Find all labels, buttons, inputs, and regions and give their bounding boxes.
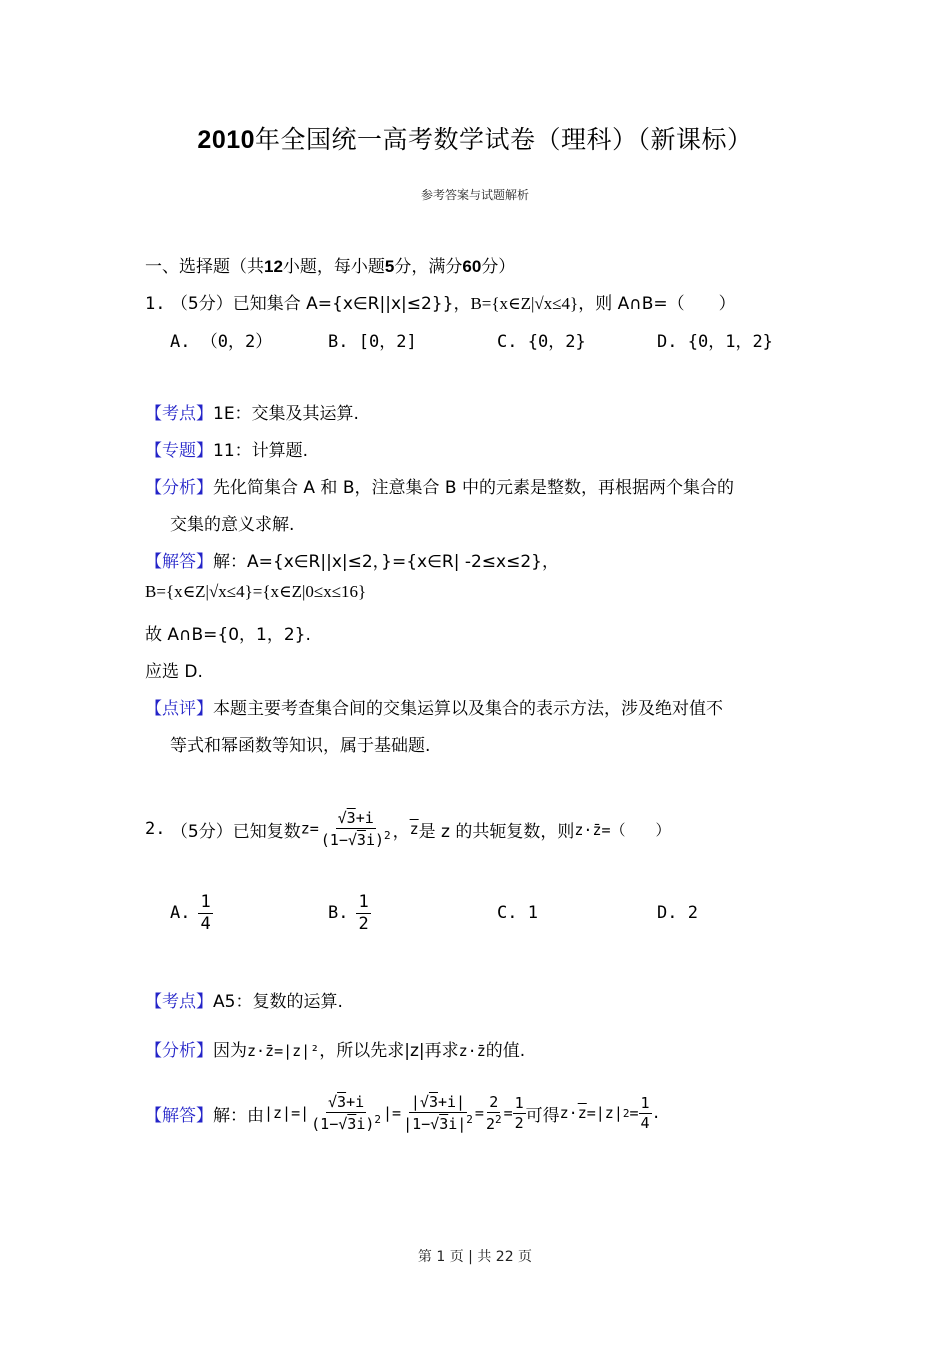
- q1-jieda-line2: B={x∈Z|√x≤4}={x∈Z|0≤x≤16}: [145, 582, 367, 601]
- fenxi-expression: z·z̄=|z|²: [247, 1042, 320, 1060]
- q1-fenxi: [145, 473, 734, 498]
- q1-dianping: [145, 694, 723, 719]
- jieda-text: 解：A={x∈R||x|≤2，}={x∈R| -2≤x≤2}，: [213, 552, 559, 572]
- fenxi-pre: 因为: [213, 1041, 247, 1061]
- q1-jieda: [145, 547, 559, 572]
- dianping-label: 【点评】: [145, 699, 213, 719]
- fenxi-text: 先化简集合 A 和 B，注意集合 B 中的元素是整数，再根据两个集合的: [213, 478, 734, 498]
- q1-option-d: [657, 327, 773, 352]
- question-2-stem: 2. （5分） 已知复数 z= $\frac{√3+i}{(1-√3i)^2}$ ， $\overline{z}$ 是 z 的共轭复数，则 z·z̄=（ ）: [145, 809, 671, 849]
- title-text: 年全国统一高考数学试卷（理科）（新课标）: [255, 125, 753, 154]
- option-value: [0，2]: [358, 332, 417, 352]
- option-label: D.: [657, 903, 678, 923]
- q1-jieda-line4: 应选 D.: [145, 662, 203, 682]
- q2-option-b: [328, 893, 371, 933]
- option-label: D.: [657, 332, 678, 352]
- q2-fenxi: [145, 1036, 525, 1061]
- fenxi-expression-2: z·z̄: [458, 1042, 486, 1060]
- q1-fenxi-cont: 交集的意义求解.: [170, 515, 295, 535]
- question-1-stem: 1. （5分）已知集合 A={x∈R||x|≤2}}，B={x∈Z|√x≤4}，则 A∩B=（ ）: [145, 294, 736, 314]
- zhuanti-label: 【专题】: [145, 441, 213, 461]
- option-label: C.: [497, 903, 518, 923]
- q1-option-a: [170, 327, 272, 352]
- section-header-suffix: 分）: [481, 257, 516, 277]
- page-subtitle: 参考答案与试题解析: [420, 188, 529, 202]
- section-header-mid1: 小题，每小题: [282, 257, 385, 277]
- question-points: （5分）: [170, 821, 233, 842]
- denominator: 2: [358, 913, 369, 934]
- question-mid-text: 是 z 的共轭复数，则: [418, 821, 575, 842]
- question-number: 1.: [145, 294, 166, 314]
- kaodian-label: 【考点】: [145, 992, 213, 1012]
- zhuanti-text: 11：计算题.: [213, 441, 309, 461]
- z-conjugate-symbol: $\overline{z}$: [409, 820, 419, 838]
- question-text: 已知集合: [232, 294, 301, 314]
- jieda-result: z· $\overline{z}$ =|z| 2 = $\frac{1}{4}$ .: [559, 1094, 661, 1132]
- option-value: {0，2}: [527, 332, 586, 352]
- title-year: 2010: [197, 126, 256, 154]
- option-label: B.: [328, 903, 349, 924]
- section-header-prefix: 一、选择题（共: [145, 257, 264, 277]
- option-value: 1: [527, 903, 538, 923]
- option-label: A.: [170, 332, 191, 352]
- kaodian-text: A5：复数的运算.: [213, 992, 343, 1012]
- z-definition: z= $\frac{√3+i}{(1-√3i)^2}$: [300, 809, 391, 849]
- fenxi-mid: ，所以先求|z|再求: [319, 1041, 459, 1061]
- q2-option-c: [497, 903, 538, 923]
- option-fraction: [356, 893, 370, 933]
- page-title: [0, 120, 950, 156]
- option-label: A.: [170, 903, 191, 924]
- option-value: {0，1，2}: [687, 332, 773, 352]
- points-each: 5: [384, 257, 395, 276]
- option-label: C.: [497, 332, 518, 352]
- fenxi-label: 【分析】: [145, 478, 213, 498]
- question-number: 2.: [145, 819, 166, 839]
- dianping-text: 本题主要考查集合间的交集运算以及集合的表示方法，涉及绝对值不: [213, 699, 723, 719]
- set-b-expression: B={x∈Z|√x≤4}: [470, 294, 579, 313]
- q2-option-d: [657, 903, 698, 923]
- q1-option-b: [328, 327, 417, 352]
- question-text: 已知复数: [232, 821, 301, 842]
- question-ask: ，则 A∩B=（ ）: [578, 294, 736, 314]
- option-fraction: [198, 893, 212, 933]
- q1-dianping-cont: 等式和幂函数等知识，属于基础题.: [170, 736, 431, 756]
- q1-kaodian: [145, 399, 359, 424]
- question-points: （5分）: [170, 294, 233, 314]
- jieda-label: 【解答】: [145, 1105, 213, 1126]
- q1-zhuanti: [145, 436, 308, 461]
- q2-option-a: [170, 893, 213, 933]
- option-label: B.: [328, 332, 349, 352]
- q1-option-c: [497, 327, 586, 352]
- numerator: 1: [200, 892, 211, 912]
- option-value: （0，2）: [200, 332, 273, 352]
- jieda-mid: 可得: [525, 1105, 560, 1126]
- q1-jieda-line3: 故 A∩B={0，1，2}.: [145, 625, 311, 645]
- denominator: 4: [200, 913, 211, 934]
- total-points: 60: [462, 257, 482, 276]
- jieda-label: 【解答】: [145, 552, 213, 572]
- q2-kaodian: [145, 987, 343, 1012]
- section-header: [145, 252, 515, 277]
- section-header-mid2: 分，满分: [394, 257, 463, 277]
- kaodian-label: 【考点】: [145, 404, 213, 424]
- jieda-expression: |z|=| $\frac{√3+i}{(1-√3i)^2}$ |= $\frac{|√3+i|}{|1-√3i|^2}$ = $\frac{2}{2^2}$ = $\frac{1}{2}$: [264, 1093, 524, 1133]
- numerator: 1: [358, 892, 369, 912]
- page-footer: 第 1 页 | 共 22 页: [417, 1249, 533, 1265]
- set-a-expression: A={x∈R||x|≤2}}: [306, 294, 454, 314]
- q2-jieda: [145, 1094, 661, 1132]
- question-count: 12: [264, 257, 283, 276]
- option-value: 2: [687, 903, 698, 923]
- jieda-pre: 解：由: [213, 1105, 264, 1126]
- kaodian-text: 1E：交集及其运算.: [213, 404, 359, 424]
- fenxi-label: 【分析】: [145, 1041, 213, 1061]
- fenxi-post: 的值.: [485, 1041, 526, 1061]
- question-ask: z·z̄=（ ）: [574, 820, 671, 839]
